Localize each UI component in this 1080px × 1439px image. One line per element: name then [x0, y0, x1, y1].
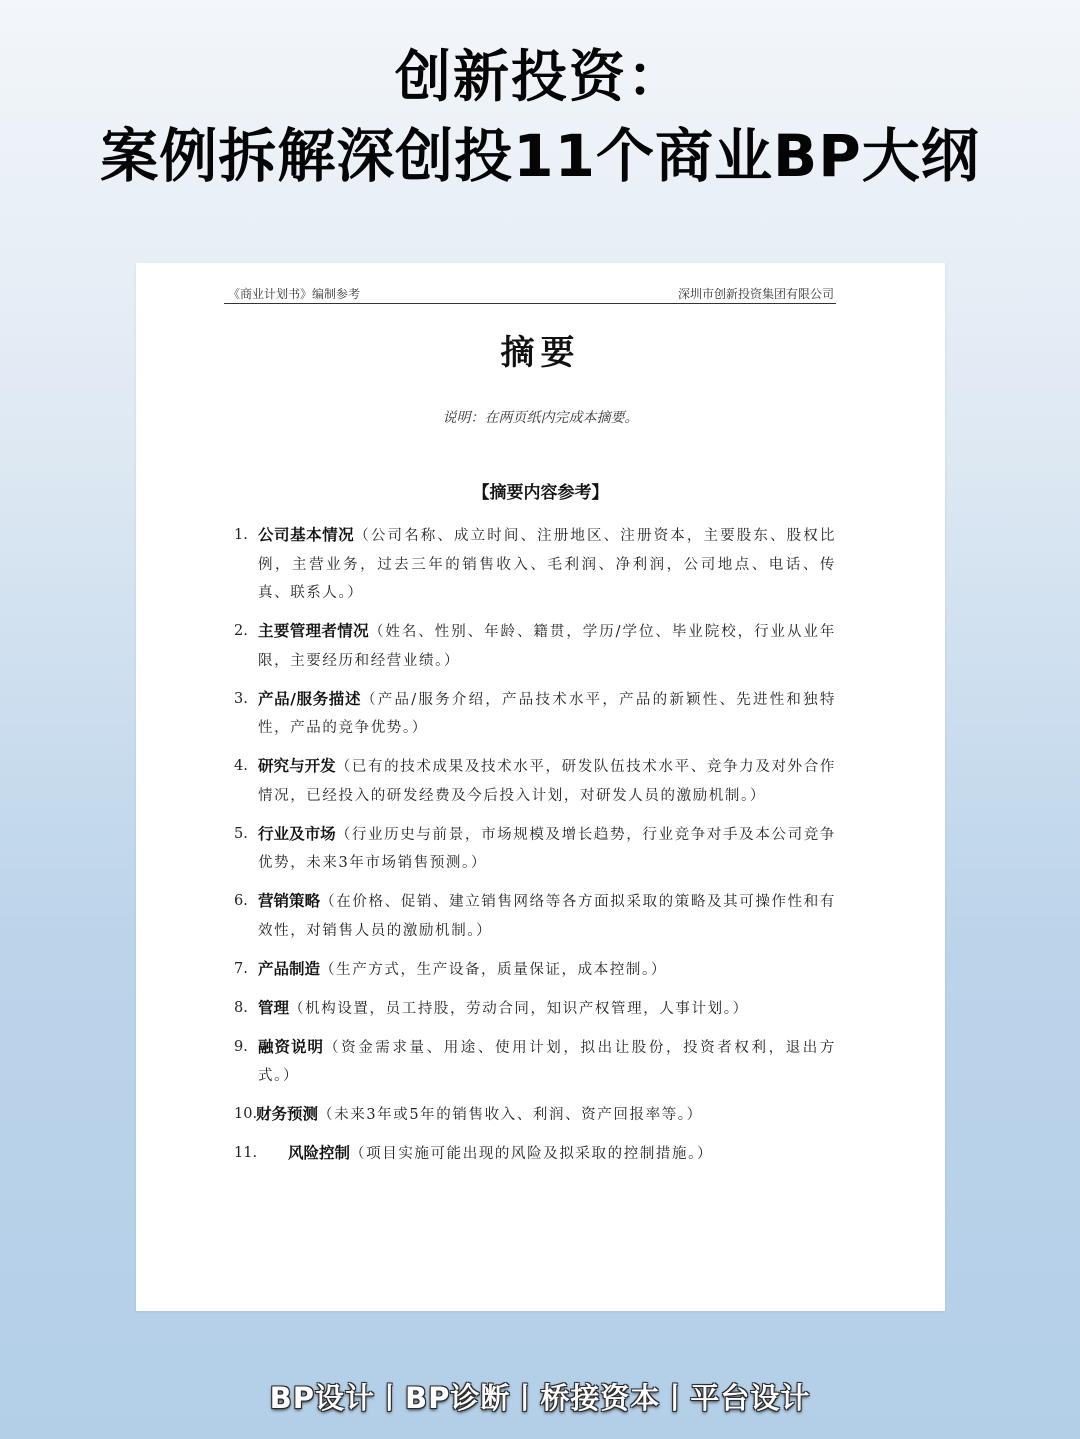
document-subtitle: 【摘要内容参考】 — [472, 483, 609, 503]
list-item — [234, 1100, 836, 1130]
item-number: 11. — [234, 1145, 258, 1161]
list-item — [234, 994, 836, 1024]
item-number: 5. — [234, 825, 248, 842]
item-number: 8. — [234, 999, 248, 1016]
item-body: （姓名、性别、年龄、籍贯，学历/学位、毕业院校，行业从业年限，主要经历和经营业绩。） — [258, 624, 836, 669]
list-item — [234, 521, 836, 608]
item-heading: 风险控制 — [288, 1144, 351, 1162]
header-left-text: 《商业计划书》编制参考 — [228, 287, 361, 301]
item-heading: 管理 — [258, 998, 290, 1017]
item-heading: 营销策略 — [258, 892, 321, 910]
list-item — [234, 887, 836, 945]
list-item — [234, 1033, 836, 1091]
list-item — [234, 955, 836, 985]
list-item — [234, 820, 836, 878]
item-heading: 财务预测 — [256, 1105, 319, 1123]
item-heading: 公司基本情况 — [258, 526, 355, 544]
item-number: 4. — [234, 758, 248, 774]
item-heading: 融资说明 — [258, 1037, 324, 1056]
document-title: 摘要 — [500, 333, 581, 373]
item-body: （机构设置，员工持股，劳动合同，知识产权管理，人事计划。） — [289, 1000, 749, 1017]
headline — [0, 40, 1080, 196]
item-heading: 研究与开发 — [258, 757, 336, 775]
item-number: 6. — [234, 893, 248, 909]
document-page — [136, 263, 945, 1311]
item-number: 1. — [234, 527, 248, 543]
item-body: （行业历史与前景，市场规模及增长趋势，行业竞争对手及本公司竞争优势，未来3年市场销售预测。） — [258, 826, 836, 871]
list-item — [234, 752, 836, 810]
item-body: （生产方式，生产设备，质量保证，成本控制。） — [320, 961, 667, 978]
summary-list — [234, 521, 836, 1178]
item-number: 3. — [234, 690, 248, 707]
item-number: 2. — [234, 623, 248, 639]
footer-tagline: BP设计丨BP诊断丨桥接资本丨平台设计 — [269, 1381, 811, 1415]
item-heading: 行业及市场 — [258, 824, 336, 843]
item-body: （项目实施可能出现的风险及拟采取的控制措施。） — [350, 1146, 714, 1162]
list-item — [234, 685, 836, 743]
item-body: （在价格、促销、建立销售网络等各方面拟采取的策略及其可操作性和有效性，对销售人员的激励机制。） — [258, 894, 836, 939]
item-number: 7. — [234, 960, 248, 977]
item-body: （未来3年或5年的销售收入、利润、资产回报率等。） — [318, 1107, 703, 1123]
header-right-text: 深圳市创新投资集团有限公司 — [677, 287, 834, 301]
headline-line-2: 案例拆解深创投11个商业BP大纲 — [100, 122, 980, 190]
document-header — [224, 283, 836, 304]
item-number: 10. — [234, 1106, 258, 1122]
item-body: （产品/服务介绍，产品技术水平，产品的新颖性、先进性和独特性，产品的竞争优势。） — [258, 691, 836, 736]
document-note: 说明：在两页纸内完成本摘要。 — [442, 410, 639, 426]
item-heading: 主要管理者情况 — [258, 622, 369, 640]
item-heading: 产品制造 — [258, 959, 321, 978]
item-body: （公司名称、成立时间、注册地区、注册资本，主要股东、股权比例，主营业务，过去三年的销售收入、毛利润、净利润，公司地点、电话、传真、联系人。） — [258, 528, 836, 601]
item-body: （已有的技术成果及技术水平，研发队伍技术水平、竞争力及对外合作情况，已经投入的研发经费及今后投入计划，对研发人员的激励机制。） — [258, 759, 836, 804]
headline-line-1: 创新投资： — [395, 45, 685, 110]
item-heading: 产品/服务描述 — [258, 689, 362, 708]
list-item — [234, 617, 836, 675]
item-number: 9. — [234, 1038, 248, 1055]
item-body: （资金需求量、用途、使用计划，拟出让股份，投资者权利，退出方式。） — [258, 1039, 836, 1084]
list-item — [234, 1139, 836, 1169]
